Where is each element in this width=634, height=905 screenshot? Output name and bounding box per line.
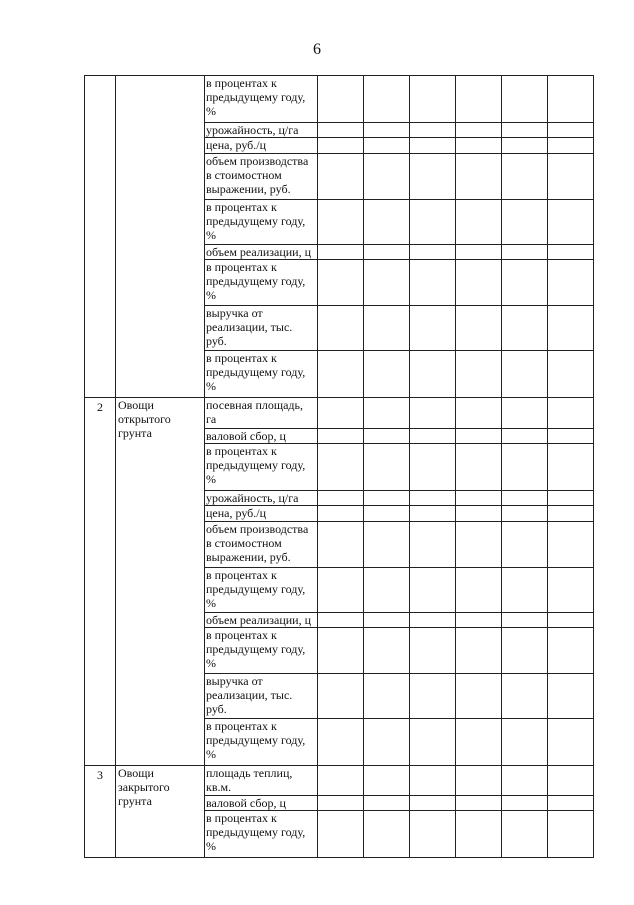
value-cell	[318, 444, 364, 491]
value-cell	[410, 351, 456, 398]
value-cell	[364, 613, 410, 628]
value-cell	[364, 811, 410, 858]
indicator-label-cell: в процентах к предыдущему году, %	[205, 260, 318, 306]
value-cell	[456, 568, 502, 613]
value-cell	[410, 568, 456, 613]
value-cell	[502, 568, 548, 613]
value-cell	[318, 138, 364, 154]
value-cell	[410, 766, 456, 796]
value-cell	[364, 245, 410, 260]
value-cell	[364, 398, 410, 429]
value-cell	[548, 811, 594, 858]
value-cell	[502, 811, 548, 858]
value-cell	[502, 719, 548, 766]
indicator-label-cell: посевная площадь, га	[205, 398, 318, 429]
value-cell	[410, 76, 456, 123]
value-cell	[364, 200, 410, 245]
indicator-label-cell: площадь теплиц, кв.м.	[205, 766, 318, 796]
value-cell	[318, 491, 364, 506]
value-cell	[364, 154, 410, 200]
value-cell	[364, 766, 410, 796]
value-cell	[502, 76, 548, 123]
value-cell	[502, 796, 548, 811]
indicator-label-cell: в процентах к предыдущему году, %	[205, 76, 318, 123]
value-cell	[548, 76, 594, 123]
indicator-label-cell: в процентах к предыдущему году, %	[205, 444, 318, 491]
value-cell	[548, 613, 594, 628]
indicator-label-cell: выручка от реализации, тыс. руб.	[205, 674, 318, 719]
value-cell	[410, 444, 456, 491]
indicator-label-cell: урожайность, ц/га	[205, 491, 318, 506]
value-cell	[502, 245, 548, 260]
value-cell	[364, 719, 410, 766]
value-cell	[548, 398, 594, 429]
value-cell	[548, 245, 594, 260]
value-cell	[456, 351, 502, 398]
value-cell	[410, 398, 456, 429]
value-cell	[410, 491, 456, 506]
value-cell	[548, 306, 594, 351]
value-cell	[318, 123, 364, 138]
table-row	[85, 766, 594, 796]
table-row	[85, 76, 594, 123]
value-cell	[502, 138, 548, 154]
value-cell	[364, 522, 410, 568]
value-cell	[548, 260, 594, 306]
page-number: 6	[313, 41, 321, 58]
value-cell	[410, 138, 456, 154]
value-cell	[502, 154, 548, 200]
value-cell	[548, 491, 594, 506]
indicator-label-cell: в процентах к предыдущему году, %	[205, 811, 318, 858]
value-cell	[318, 522, 364, 568]
value-cell	[318, 76, 364, 123]
value-cell	[410, 245, 456, 260]
value-cell	[456, 245, 502, 260]
value-cell	[456, 444, 502, 491]
value-cell	[456, 138, 502, 154]
indicator-label-cell: цена, руб./ц	[205, 506, 318, 522]
value-cell	[456, 76, 502, 123]
value-cell	[548, 154, 594, 200]
value-cell	[364, 568, 410, 613]
value-cell	[364, 306, 410, 351]
value-cell	[318, 398, 364, 429]
value-cell	[318, 506, 364, 522]
value-cell	[456, 398, 502, 429]
value-cell	[364, 76, 410, 123]
value-cell	[410, 522, 456, 568]
indicator-label-cell: в процентах к предыдущему году, %	[205, 351, 318, 398]
indicator-label-cell: урожайность, ц/га	[205, 123, 318, 138]
value-cell	[410, 628, 456, 674]
value-cell	[548, 628, 594, 674]
value-cell	[502, 674, 548, 719]
value-cell	[364, 260, 410, 306]
indicator-label-cell: объем реализации, ц	[205, 613, 318, 628]
table-row	[85, 398, 594, 429]
row-number-cell: 3	[85, 766, 116, 858]
value-cell	[364, 506, 410, 522]
indicator-table	[84, 75, 594, 858]
value-cell	[548, 766, 594, 796]
value-cell	[410, 719, 456, 766]
value-cell	[502, 506, 548, 522]
value-cell	[364, 491, 410, 506]
indicator-label-cell: в процентах к предыдущему году, %	[205, 568, 318, 613]
indicator-label-cell: валовой сбор, ц	[205, 429, 318, 444]
value-cell	[456, 123, 502, 138]
value-cell	[318, 766, 364, 796]
value-cell	[548, 444, 594, 491]
indicator-label-cell: объем производства в стоимостном выражении, руб.	[205, 154, 318, 200]
value-cell	[410, 811, 456, 858]
indicator-label-cell: валовой сбор, ц	[205, 796, 318, 811]
value-cell	[318, 811, 364, 858]
value-cell	[318, 429, 364, 444]
value-cell	[364, 351, 410, 398]
value-cell	[502, 628, 548, 674]
indicator-label-cell: объем производства в стоимостном выражении, руб.	[205, 522, 318, 568]
value-cell	[548, 351, 594, 398]
value-cell	[548, 506, 594, 522]
value-cell	[410, 613, 456, 628]
value-cell	[318, 613, 364, 628]
value-cell	[548, 674, 594, 719]
value-cell	[502, 613, 548, 628]
value-cell	[410, 674, 456, 719]
value-cell	[318, 260, 364, 306]
value-cell	[318, 351, 364, 398]
value-cell	[318, 154, 364, 200]
value-cell	[318, 674, 364, 719]
value-cell	[364, 628, 410, 674]
value-cell	[456, 766, 502, 796]
value-cell	[548, 200, 594, 245]
crop-name-cell	[116, 76, 205, 398]
value-cell	[456, 796, 502, 811]
value-cell	[364, 429, 410, 444]
value-cell	[456, 719, 502, 766]
value-cell	[318, 245, 364, 260]
value-cell	[548, 719, 594, 766]
value-cell	[318, 568, 364, 613]
value-cell	[410, 260, 456, 306]
value-cell	[548, 796, 594, 811]
value-cell	[410, 796, 456, 811]
value-cell	[364, 796, 410, 811]
value-cell	[364, 138, 410, 154]
value-cell	[502, 766, 548, 796]
value-cell	[502, 306, 548, 351]
value-cell	[548, 568, 594, 613]
value-cell	[456, 628, 502, 674]
value-cell	[502, 200, 548, 245]
value-cell	[318, 796, 364, 811]
value-cell	[456, 522, 502, 568]
indicator-label-cell: в процентах к предыдущему году, %	[205, 628, 318, 674]
value-cell	[456, 491, 502, 506]
value-cell	[502, 260, 548, 306]
value-cell	[502, 351, 548, 398]
value-cell	[318, 719, 364, 766]
value-cell	[456, 811, 502, 858]
value-cell	[364, 123, 410, 138]
value-cell	[456, 506, 502, 522]
value-cell	[502, 123, 548, 138]
indicator-label-cell: цена, руб./ц	[205, 138, 318, 154]
value-cell	[548, 522, 594, 568]
value-cell	[456, 429, 502, 444]
value-cell	[410, 506, 456, 522]
indicator-label-cell: выручка от реализации, тыс. руб.	[205, 306, 318, 351]
value-cell	[456, 260, 502, 306]
value-cell	[548, 123, 594, 138]
crop-name-cell: Овощи открытого грунта	[116, 398, 205, 766]
indicator-label-cell: объем реализации, ц	[205, 245, 318, 260]
value-cell	[456, 613, 502, 628]
value-cell	[410, 306, 456, 351]
indicator-label-cell: в процентах к предыдущему году, %	[205, 200, 318, 245]
value-cell	[548, 429, 594, 444]
value-cell	[318, 306, 364, 351]
value-cell	[456, 154, 502, 200]
value-cell	[456, 306, 502, 351]
value-cell	[364, 444, 410, 491]
value-cell	[502, 398, 548, 429]
value-cell	[456, 674, 502, 719]
value-cell	[502, 429, 548, 444]
value-cell	[410, 200, 456, 245]
value-cell	[318, 200, 364, 245]
value-cell	[318, 628, 364, 674]
value-cell	[410, 123, 456, 138]
value-cell	[502, 522, 548, 568]
value-cell	[456, 200, 502, 245]
row-number-cell	[85, 76, 116, 398]
value-cell	[548, 138, 594, 154]
value-cell	[410, 154, 456, 200]
value-cell	[502, 491, 548, 506]
indicator-label-cell: в процентах к предыдущему году, %	[205, 719, 318, 766]
value-cell	[502, 444, 548, 491]
value-cell	[410, 429, 456, 444]
row-number-cell: 2	[85, 398, 116, 766]
value-cell	[364, 674, 410, 719]
crop-name-cell: Овощи закрытого грунта	[116, 766, 205, 858]
